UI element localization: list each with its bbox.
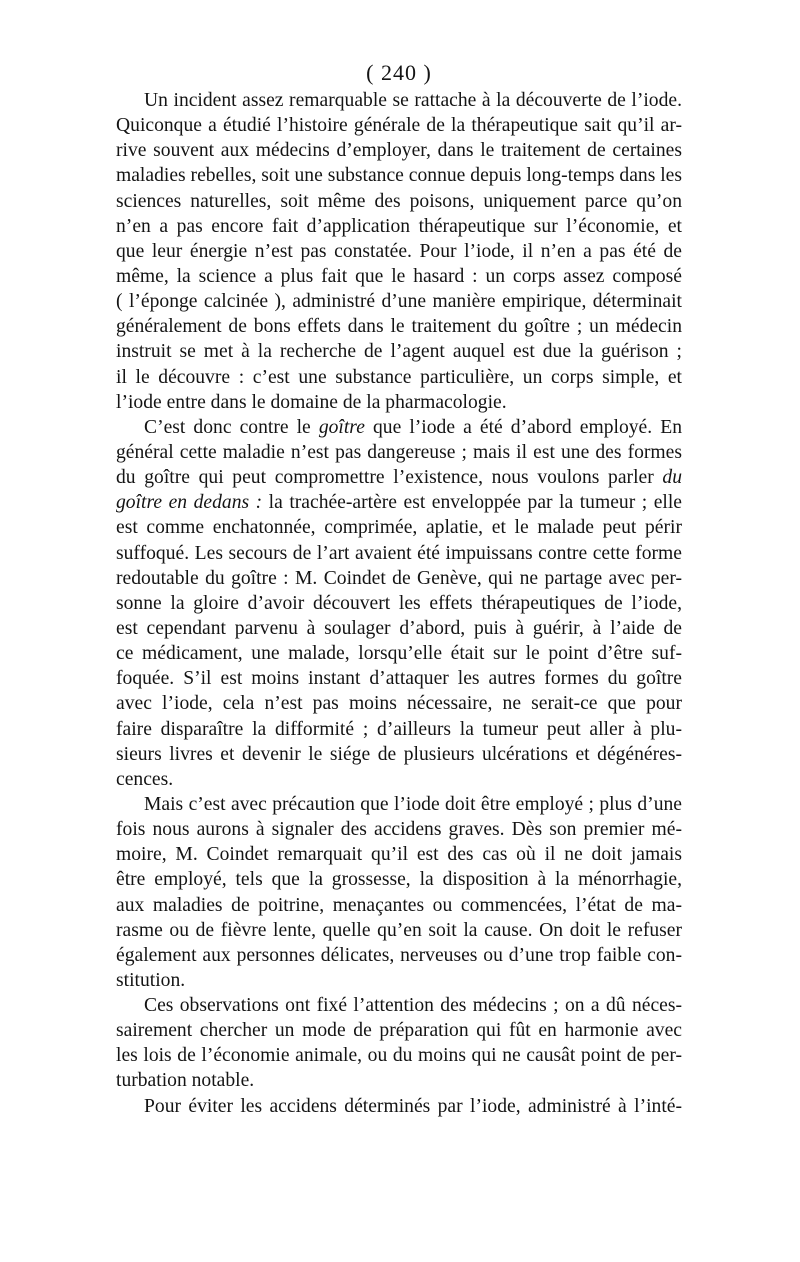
text-line: sciences naturelles, soit même des poisons, uniquement parce qu’on <box>116 190 682 212</box>
text-line: sieurs livres et devenir le siége de plusieurs ulcérations et dégénéres- <box>116 743 682 765</box>
text-line: ( l’éponge calcinée ), administré d’une manière empirique, déterminait <box>116 291 682 313</box>
text-line: Quiconque a étudié l’histoire générale de la thérapeutique sait qu’il ar- <box>116 115 682 137</box>
italic-segment: du <box>662 467 682 489</box>
text-line: fois nous aurons à signaler des accidens graves. Dès son premier mé- <box>116 819 682 841</box>
text-line: les lois de l’économie animale, ou du moins qui ne causât point de per- <box>116 1045 682 1067</box>
text-line: rive souvent aux médecins d’employer, dans le traitement de certaines <box>116 140 682 162</box>
text-line: Mais c’est avec précaution que l’iode doit être employé ; plus d’une <box>144 793 682 815</box>
line-segment: du goître qui peut compromettre l’existence, nous voulons parler <box>116 467 663 489</box>
text-line: instruit se met à la recherche de l’agent auquel est due la guérison ; <box>116 341 682 363</box>
text-line <box>116 490 682 515</box>
paragraph <box>116 88 682 415</box>
line-segment: C’est donc contre le <box>144 416 319 438</box>
paragraph <box>116 993 682 1094</box>
paragraph <box>116 1094 682 1119</box>
body-text <box>116 88 682 1119</box>
text-line: Ces observations ont fixé l’attention des médecins ; on a dû néces- <box>144 995 682 1017</box>
text-line: turbation notable. <box>116 1070 255 1092</box>
text-line: stitution. <box>116 969 186 991</box>
text-line: n’en a pas encore fait d’application thérapeutique sur l’économie, et <box>116 215 682 237</box>
paragraph <box>116 415 682 792</box>
text-line: suffoqué. Les secours de l’art avaient été impuissans contre cette forme <box>116 542 682 564</box>
text-line: même, la science a plus fait que le hasard : un corps assez composé <box>116 265 682 287</box>
text-line: également aux personnes délicates, nerveuses ou d’une trop faible con- <box>116 944 682 966</box>
text-line: rasme ou de fièvre lente, quelle qu’en soit la cause. On doit le refuser <box>116 919 682 941</box>
text-line: moire, M. Coindet remarquait qu’il est des cas où il ne doit jamais <box>116 844 682 866</box>
text-line: est comme enchatonnée, comprimée, aplatie, et le malade peut périr <box>116 517 682 539</box>
text-line: redoutable du goître : M. Coindet de Genève, qui ne partage avec per- <box>116 567 682 589</box>
line-segment: la trachée-artère est enveloppée par la tumeur ; elle <box>262 492 682 514</box>
paragraph <box>116 792 682 993</box>
book-page <box>116 58 682 1119</box>
text-line: sonne la gloire d’avoir découvert les effets thérapeutiques de l’iode, <box>116 592 682 614</box>
page-number: ( 240 ) <box>366 60 432 85</box>
text-line: maladies rebelles, soit une substance connue depuis long-temps dans les <box>116 165 682 187</box>
text-line: cences. <box>116 768 174 790</box>
text-line: sairement chercher un mode de préparation qui fût en harmonie avec <box>116 1020 682 1042</box>
text-line: Un incident assez remarquable se rattache à la découverte de l’iode. <box>144 90 682 111</box>
text-line: général cette maladie n’est pas dangereuse ; mais il est une des formes <box>116 441 682 463</box>
text-line: aux maladies de poitrine, menaçantes ou commencées, l’état de ma- <box>116 894 682 916</box>
italic-segment: goître en dedans : <box>116 492 263 514</box>
text-line: que leur énergie n’est pas constatée. Pour l’iode, il n’en a pas été de <box>116 240 682 262</box>
text-line: foquée. S’il est moins instant d’attaquer les autres formes du goître <box>116 668 682 690</box>
italic-segment: goître <box>318 416 365 438</box>
text-line: généralement de bons effets dans le traitement du goître ; un médecin <box>116 316 682 338</box>
text-line: l’iode entre dans le domaine de la pharmacologie. <box>116 391 507 413</box>
text-line: avec l’iode, cela n’est pas moins nécessaire, ne serait-ce que pour <box>116 693 682 715</box>
text-line: il le découvre : c’est une substance particulière, un corps simple, et <box>116 366 682 388</box>
text-line <box>116 465 682 490</box>
text-line: être employé, tels que la grossesse, la disposition à la ménorrhagie, <box>116 869 682 891</box>
text-line: est cependant parvenu à soulager d’abord, puis à guérir, à l’aide de <box>116 617 682 639</box>
line-segment: que l’iode a été d’abord employé. En <box>364 416 682 438</box>
text-line: faire disparaître la difformité ; d’ailleurs la tumeur peut aller à plu- <box>116 718 682 740</box>
text-line <box>116 415 682 440</box>
text-line: ce médicament, une malade, lorsqu’elle était sur le point d’être suf- <box>116 643 682 665</box>
text-line: Pour éviter les accidens déterminés par l’iode, administré à l’inté- <box>144 1095 682 1117</box>
